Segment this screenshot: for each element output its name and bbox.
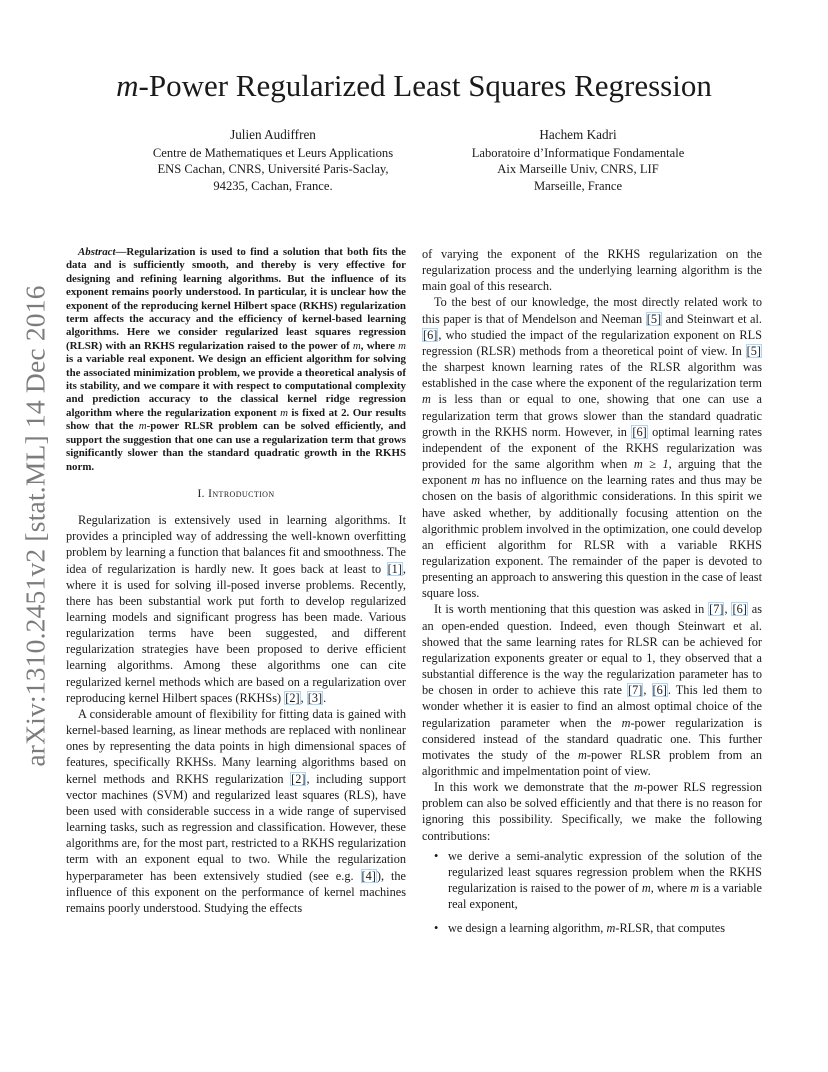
left-column (66, 246, 406, 916)
paragraph: Regularization is extensively used in learning algorithms. It provides a principled way of addressing the well-known overfitting problem by learning a function that balances fit and smoothness. The idea of regularization is hardly new. It goes back at least to [1], where it is used for solving ill-posed inverse problems. Recently, there has been substantial work put forth to develop regularized learning models and significant progress has been made. Various regularization terms have been suggested, and different regularization strategies have been proposed to derive efficient learning algorithms. Among these algorithms one can cite regularized kernel methods which are based on a regularization over reproducing kernel Hilbert spaces (RKHSs) [2], [3]. (66, 513, 406, 705)
list-item: • we derive a semi-analytic expression of the solution of the regularized least squares regression problem when the RKHS regularization is raised to the power of m, where m is a variable real exponent, (434, 848, 763, 912)
arxiv-identifier (12, 286, 60, 766)
paragraph: of varying the exponent of the RKHS regularization on the regularization process and the underlying learning algorithm is the main goal of this research. (422, 247, 762, 294)
citation-link[interactable]: [6] (423, 327, 438, 342)
author-name: Hachem Kadri (539, 127, 617, 142)
bullet-icon: • (434, 921, 439, 936)
section-heading: I. Introduction (197, 487, 275, 500)
author-affiliation: Aix Marseille Univ, CNRS, LIF (497, 162, 659, 176)
citation-link[interactable]: [6] (732, 602, 747, 617)
citation-link[interactable]: [5] (646, 311, 662, 326)
citation-link[interactable]: [5] (746, 343, 761, 358)
citation-link[interactable]: [6] (632, 424, 647, 439)
citation-link[interactable]: [1] (387, 561, 402, 576)
author-affiliation: 94235, Cachan, France. (213, 178, 333, 193)
citation-link[interactable]: [2] (291, 771, 306, 786)
paragraph: A considerable amount of flexibility for fitting data is gained with kernel-based learning, as linear methods are replaced with nonlinear ones by representing the data points in high dimensional spaces of features, specifically RKHSs. Many learning algorithms based on kernel methods and RKHS regularization [2], including support vector machines (SVM) and regularized least squares (RLS), have been used with considerable success in a wide range of supervised learning tasks, such as regression and classification. However, these algorithms are, for the most part, restricted to a RKHS regularization term with an exponent equal to two. While the regularization hyperparameter has been extensively studied (see e.g. [4]), the influence of this exponent on the performance of kernel machines remains poorly understood. Studying the effects (66, 706, 406, 915)
paragraph: In this work we demonstrate that the m-power RLS regression problem can also be solved efficiently and that there is no reason for ignoring this possibility. Specifically, we make the following contributions: (422, 780, 762, 843)
citation-link[interactable]: [2] (285, 690, 300, 705)
citation-link[interactable]: [7] (628, 683, 643, 698)
author-block-2 (438, 127, 718, 194)
author-affiliation: Laboratoire d’Informatique Fondamentale (471, 145, 685, 160)
abstract-label: Abstract (78, 246, 116, 258)
bullet-icon: • (434, 848, 439, 863)
list-item: • we design a learning algorithm, m-RLSR, that computes (434, 921, 725, 936)
author-affiliation: Marseille, France (533, 178, 623, 193)
citation-link[interactable]: [4] (361, 868, 376, 883)
paragraph: To the best of our knowledge, the most directly related work to this paper is that of Mendelson and Neeman [5] and Steinwart et al. [6], who studied the impact of the regularization exponent on RLS regression (RLSR) methods from a theoretical point of view. In [5] the sharpest known learning rates of the RLSR algorithm was established in the case where the exponent of the regularization term m is less than or equal to one, showing that one can use a regularization term that grows slower than the standard quadratic growth in the RKHS norm. However, in [6] optimal learning rates independent of the exponent of the RKHS regularization was provided for the same algorithm when m ≥ 1, arguing that the exponent m has no influence on the learning rates and thus may be chosen on the basis of algorithmic considerations. In this spirit we have asked whether, by additionally focusing attention on the algorithmic problem involved in the optimization, one could develop an efficient algorithm for RLSR with a variable RKHS regularization exponent. The remainder of the paper is devoted to presenting an approach to answering this question in the case of least square loss. (422, 295, 763, 601)
contributions-list (422, 848, 762, 937)
author-name: Julien Audiffren (230, 127, 316, 142)
citation-link[interactable]: [3] (307, 690, 323, 705)
citation-link[interactable]: [6] (652, 683, 667, 698)
author-affiliation: Centre de Mathematiques et Leurs Applications (152, 145, 394, 160)
author-affiliation: ENS Cachan, CNRS, Université Paris-Saclay, (157, 162, 389, 176)
citation-link[interactable]: [7] (709, 602, 724, 617)
paper-title: m-Power Regularized Least Squares Regression (116, 68, 712, 103)
abstract: Abstract—Regularization is used to find a solution that both fits the data and is sufficiently smooth, and thereby is very effective for designing and refining learning algorithms. But the influence of its exponent remains poorly understood. In particular, it is unclear how the exponent of the reproducing kernel Hilbert space (RKHS) regularization term affects the accuracy and the efficiency of kernel-based learning algorithms. Here we consider regularized least squares regression (RLSR) with an RKHS regularization raised to the power of m, where m is a variable real exponent. We design an efficient algorithm for solving the associated minimization problem, we provide a theoretical analysis of its stability, and we compare it with respect to computational complexity and prediction accuracy to the classical kernel ridge regression algorithm where the regularization exponent m is fixed at 2. Our results show that the m-power RLSR problem can be solved efficiently, and support the suggestion that one can use a regularization term that grows significantly slower than the standard quadratic growth in the RKHS norm. (66, 246, 407, 473)
author-block-1 (118, 127, 428, 194)
paragraph: It is worth mentioning that this question was asked in [7], [6] as an open-ended question. Indeed, even though Steinwart et al. showed that the same learning rates for RLSR can be achieved for regularization exponents greater or equal to 1, they observed that a substantial difference is the way the regularization parameter has to be chosen in order to achieve this rate [7], [6]. This led them to wonder whether it is easier to find an almost optimal choice of the regularization parameter when the m-power regularization is considered instead of the standard quadratic one. This further motivates the study of the m-power RLSR problem from an algorithmic and impelmentation point of view. (422, 602, 762, 778)
right-column (422, 246, 762, 945)
arxiv-id-text: arXiv:1310.2451v2 [stat.ML] 14 Dec 2016 (20, 285, 51, 767)
